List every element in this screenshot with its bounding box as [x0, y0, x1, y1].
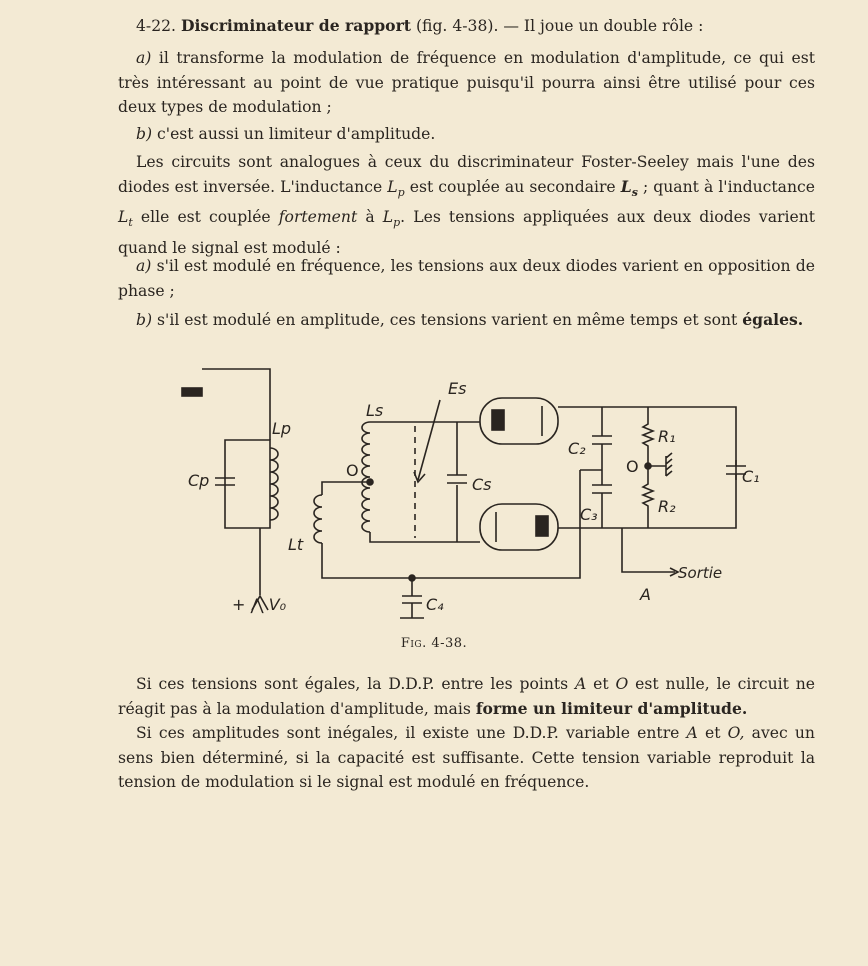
text-run: . Les tensions appliquées aux deux diodes varient quand le signal est modulé : — [118, 208, 816, 257]
section-heading — [118, 14, 815, 39]
item-text: s'il est modulé en amplitude, ces tensions varient en même temps et sont — [157, 311, 738, 329]
resistor-r1 — [643, 407, 653, 466]
item-label: b) — [136, 311, 153, 329]
text-run: Si ces tensions sont égales, la D.D.P. entre les points — [136, 675, 569, 693]
label-c3: C₃ — [580, 505, 598, 524]
paragraph-a1 — [118, 46, 815, 120]
primary-coil — [270, 448, 278, 520]
label-ls: Ls — [366, 401, 384, 420]
point-o: O — [615, 675, 629, 693]
c4-ground — [400, 603, 424, 618]
label-sortie: Sortie — [678, 564, 723, 582]
paragraph-after-1 — [118, 672, 815, 721]
secondary-coil — [362, 422, 370, 532]
item-label: a) — [136, 49, 152, 67]
label-lp: Lp — [272, 419, 292, 438]
tertiary-coil — [314, 495, 322, 543]
item-text: c'est aussi un limiteur d'amplitude. — [157, 125, 436, 143]
primary-plate-block — [182, 388, 202, 396]
symbol-lp: $L_p$ — [387, 177, 405, 199]
emphasis: fortement — [278, 208, 358, 227]
ground-hatch — [648, 453, 672, 476]
symbol-ls: $L_s$ — [620, 176, 638, 199]
text-run: avec un sens bien déterminé, si la capacité est suffisante. Cette tension variable reproduit la tension de modulation si le signal est modulé en fréquence. — [118, 724, 815, 791]
label-c1: C₁ — [742, 467, 760, 486]
text-run: est couplée au secondaire — [409, 177, 616, 196]
figure-caption: Fig. 4-38. — [400, 636, 468, 651]
item-bold: égales. — [742, 310, 804, 329]
circuit-figure — [170, 360, 770, 660]
text-run: Les circuits sont analogues à ceux du discriminateur Foster-Seeley mais l'une des diodes est inversée. L'inductance — [118, 153, 815, 196]
item-label: a) — [136, 257, 152, 275]
bold-run: forme un limiteur d'amplitude. — [475, 698, 748, 718]
diode-top-cathode — [492, 410, 504, 430]
ls-bottom-wire — [370, 532, 480, 542]
junction-o — [367, 479, 373, 485]
text-run: est nulle, le circuit ne réagit pas à la modulation d'amplitude, mais — [118, 675, 815, 718]
paragraph-b1 — [118, 122, 815, 147]
text-run: et — [704, 724, 721, 742]
point-o: O, — [727, 724, 745, 742]
label-v0: + ⋀ V₀ — [232, 595, 287, 614]
text-run: et — [593, 675, 609, 693]
point-a: A — [686, 724, 698, 742]
item-text: s'il est modulé en fréquence, les tensions aux deux diodes varient en opposition de phase ; — [118, 257, 815, 300]
paragraph-b2 — [118, 308, 815, 333]
label-c4: C₄ — [426, 595, 444, 614]
label-a: A — [640, 585, 651, 604]
sortie-wire — [622, 528, 675, 572]
text-run: ; quant à l'inductance — [642, 177, 815, 196]
paragraph-circuits — [118, 150, 815, 260]
text-run: Si ces amplitudes sont inégales, il existe une D.D.P. variable entre — [136, 724, 680, 742]
text-run: à — [365, 208, 375, 227]
paragraph-after-2 — [118, 721, 815, 795]
text-run: elle est couplée — [140, 208, 271, 227]
label-cs: Cs — [472, 475, 492, 494]
resistor-r2 — [643, 466, 653, 528]
symbol-lt: $L_t$ — [118, 208, 133, 230]
label-c2: C₂ — [568, 439, 586, 458]
section-number: 4-22. — [136, 17, 176, 35]
primary-feed-wire — [202, 369, 270, 440]
section-ref: (fig. 4-38). — Il joue un double rôle : — [415, 17, 704, 35]
es-arrow — [418, 400, 440, 480]
paragraph-a2 — [118, 254, 815, 303]
symbol-lp2: $L_p$ — [382, 208, 401, 230]
label-r1: R₁ — [658, 427, 676, 446]
label-es: Es — [448, 379, 467, 398]
primary-tank-loop — [225, 440, 270, 528]
label-lt: Lt — [288, 535, 304, 554]
label-o2: O — [626, 457, 639, 476]
item-label: b) — [136, 125, 153, 143]
label-o: O — [346, 461, 359, 480]
label-r2: R₂ — [658, 497, 676, 516]
label-cp: Cp — [188, 471, 210, 490]
item-text: il transforme la modulation de fréquence en modulation d'amplitude, ce qui est très intéressant au point de vue pratique puisqu'il pourra ainsi être utilisé pour ces deux types de modulation ; — [118, 49, 815, 116]
diode-bottom-cathode — [536, 516, 548, 536]
section-title: Discriminateur de rapport — [180, 16, 411, 35]
point-a: A — [575, 675, 587, 693]
